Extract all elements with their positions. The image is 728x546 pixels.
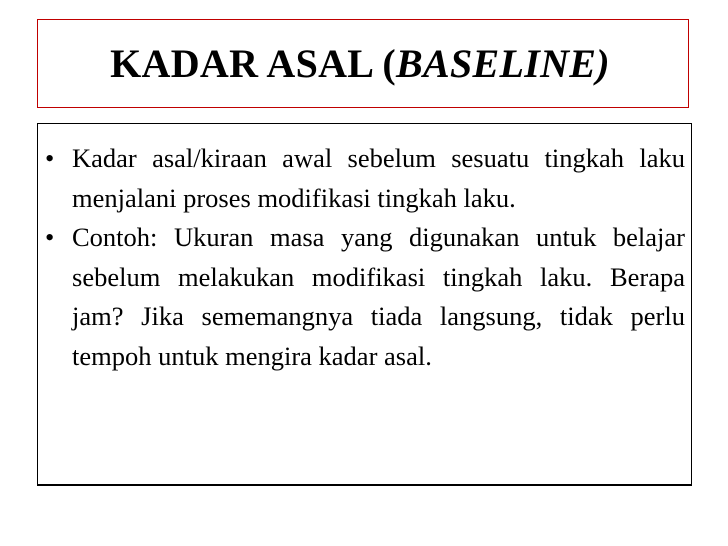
bullet-item-definition xyxy=(38,139,691,218)
slide-content-box xyxy=(37,123,692,486)
slide-title-box xyxy=(37,19,689,108)
bullet-icon: • xyxy=(45,222,55,252)
bullet-text: Kadar asal/kiraan awal sebelum sesuatu tingkah laku menjalani proses modifikasi tingkah laku. xyxy=(72,143,685,213)
bullet-item-example xyxy=(38,218,691,376)
bullet-text: Contoh: Ukuran masa yang digunakan untuk belajar sebelum melakukan modifikasi tingkah laku. Berapa jam? Jika sememangnya tiada langsung, tidak perlu tempoh untuk mengira kadar asal. xyxy=(72,222,685,371)
bullet-list xyxy=(38,139,691,376)
slide-title xyxy=(110,40,616,86)
title-main: KADAR ASAL ( xyxy=(110,40,396,86)
title-italic: BASELINE) xyxy=(396,40,610,86)
bullet-icon: • xyxy=(45,143,55,173)
